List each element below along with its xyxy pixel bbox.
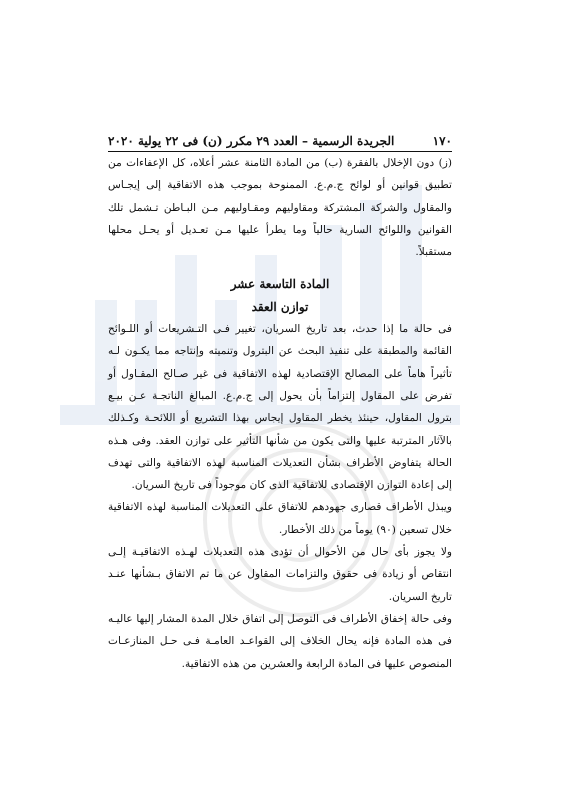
paragraph: فى حالة ما إذا حدث، بعد تاريخ السريان، تغيير فـى التـشريعات أو اللـوائح القائمة والمطبقة على تنفيذ البحث عن البترول وتنميته وإنتاجه مما يكـون لـه تأثيراً هاماً على المصالح الإقتصادية لهذه الاتفاقية فى غير صـالح المقـاول أو تفرض على المقاول إلتزاماً بأن يحول إلى ج.م.ع. المبالغ الناتجـة عـن بيـع بترول المقاول، حينئذ يخطر المقاول إيجاس بهذا التشريع أو اللائحـة وكـذلك بالآثار المترتبة عليها والتى يكون من شأنها التأثير على توازن العقد. وفى هـذه الحالة يتفاوض الأطراف بشأن التعديلات المناسبة لهذه الاتفاقية والتى تهدف إلى إعادة التوازن الإقتصادى للاتفاقية الذى كان موجوداً فى تاريخ السريان. — [108, 323, 452, 492]
body-text — [108, 152, 452, 675]
page-header — [108, 126, 452, 148]
paragraph: ولا يجوز بأى حال من الأحوال أن تؤدى هذه التعديلات لهـذه الاتفاقيـة إلـى انتقاص أو زيادة فى حقوق والتزامات المقاول عن ما تم الاتفاق بـشأنها عنـد تاريخ السريان. — [108, 546, 452, 603]
article-title: المادة التاسعة عشر — [230, 277, 330, 292]
paragraph: وفى حالة إخفاق الأطراف فى التوصل إلى اتفاق خلال المدة المشار إليها عاليـه فى هذه المادة فإنه يحال الخلاف إلى القواعـد العامـة فـى حـل المنازعـات المنصوص عليها فى المادة الرابعة والعشرين من هذه الاتفاقية. — [108, 612, 452, 670]
gazette-title: الجريدة الرسمية – العدد ٢٩ مكرر (ن) فى ٢٢ يولية ٢٠٢٠ — [108, 134, 395, 148]
article-subtitle: توازن العقد — [251, 299, 309, 314]
page-number: ١٧٠ — [432, 134, 452, 148]
intro-paragraph: (ز) دون الإخلال بالفقرة (ب) من المادة الثامنة عشر أعلاه، كل الإعفاءات من تطبيق قوانين أو لوائح ج.م.ع. الممنوحة بموجب هذه الاتفاقية إلى إيجـاس والمقاول والشركة المشتركة ومقاوليهم ومقـاوليهم مـن البـاطن تـشمل تلك القوانين واللوائح السارية حالياً وما يطرأ عليها مـن تعـديل أو يحـل محلها مستقبلاً. — [108, 157, 452, 259]
paragraph: ويبذل الأطراف قصارى جهودهم للاتفاق على التعديلات المناسبة لهذه الاتفاقية خلال تسعين (٩٠) يوماً من ذلك الأخطار. — [108, 501, 452, 536]
